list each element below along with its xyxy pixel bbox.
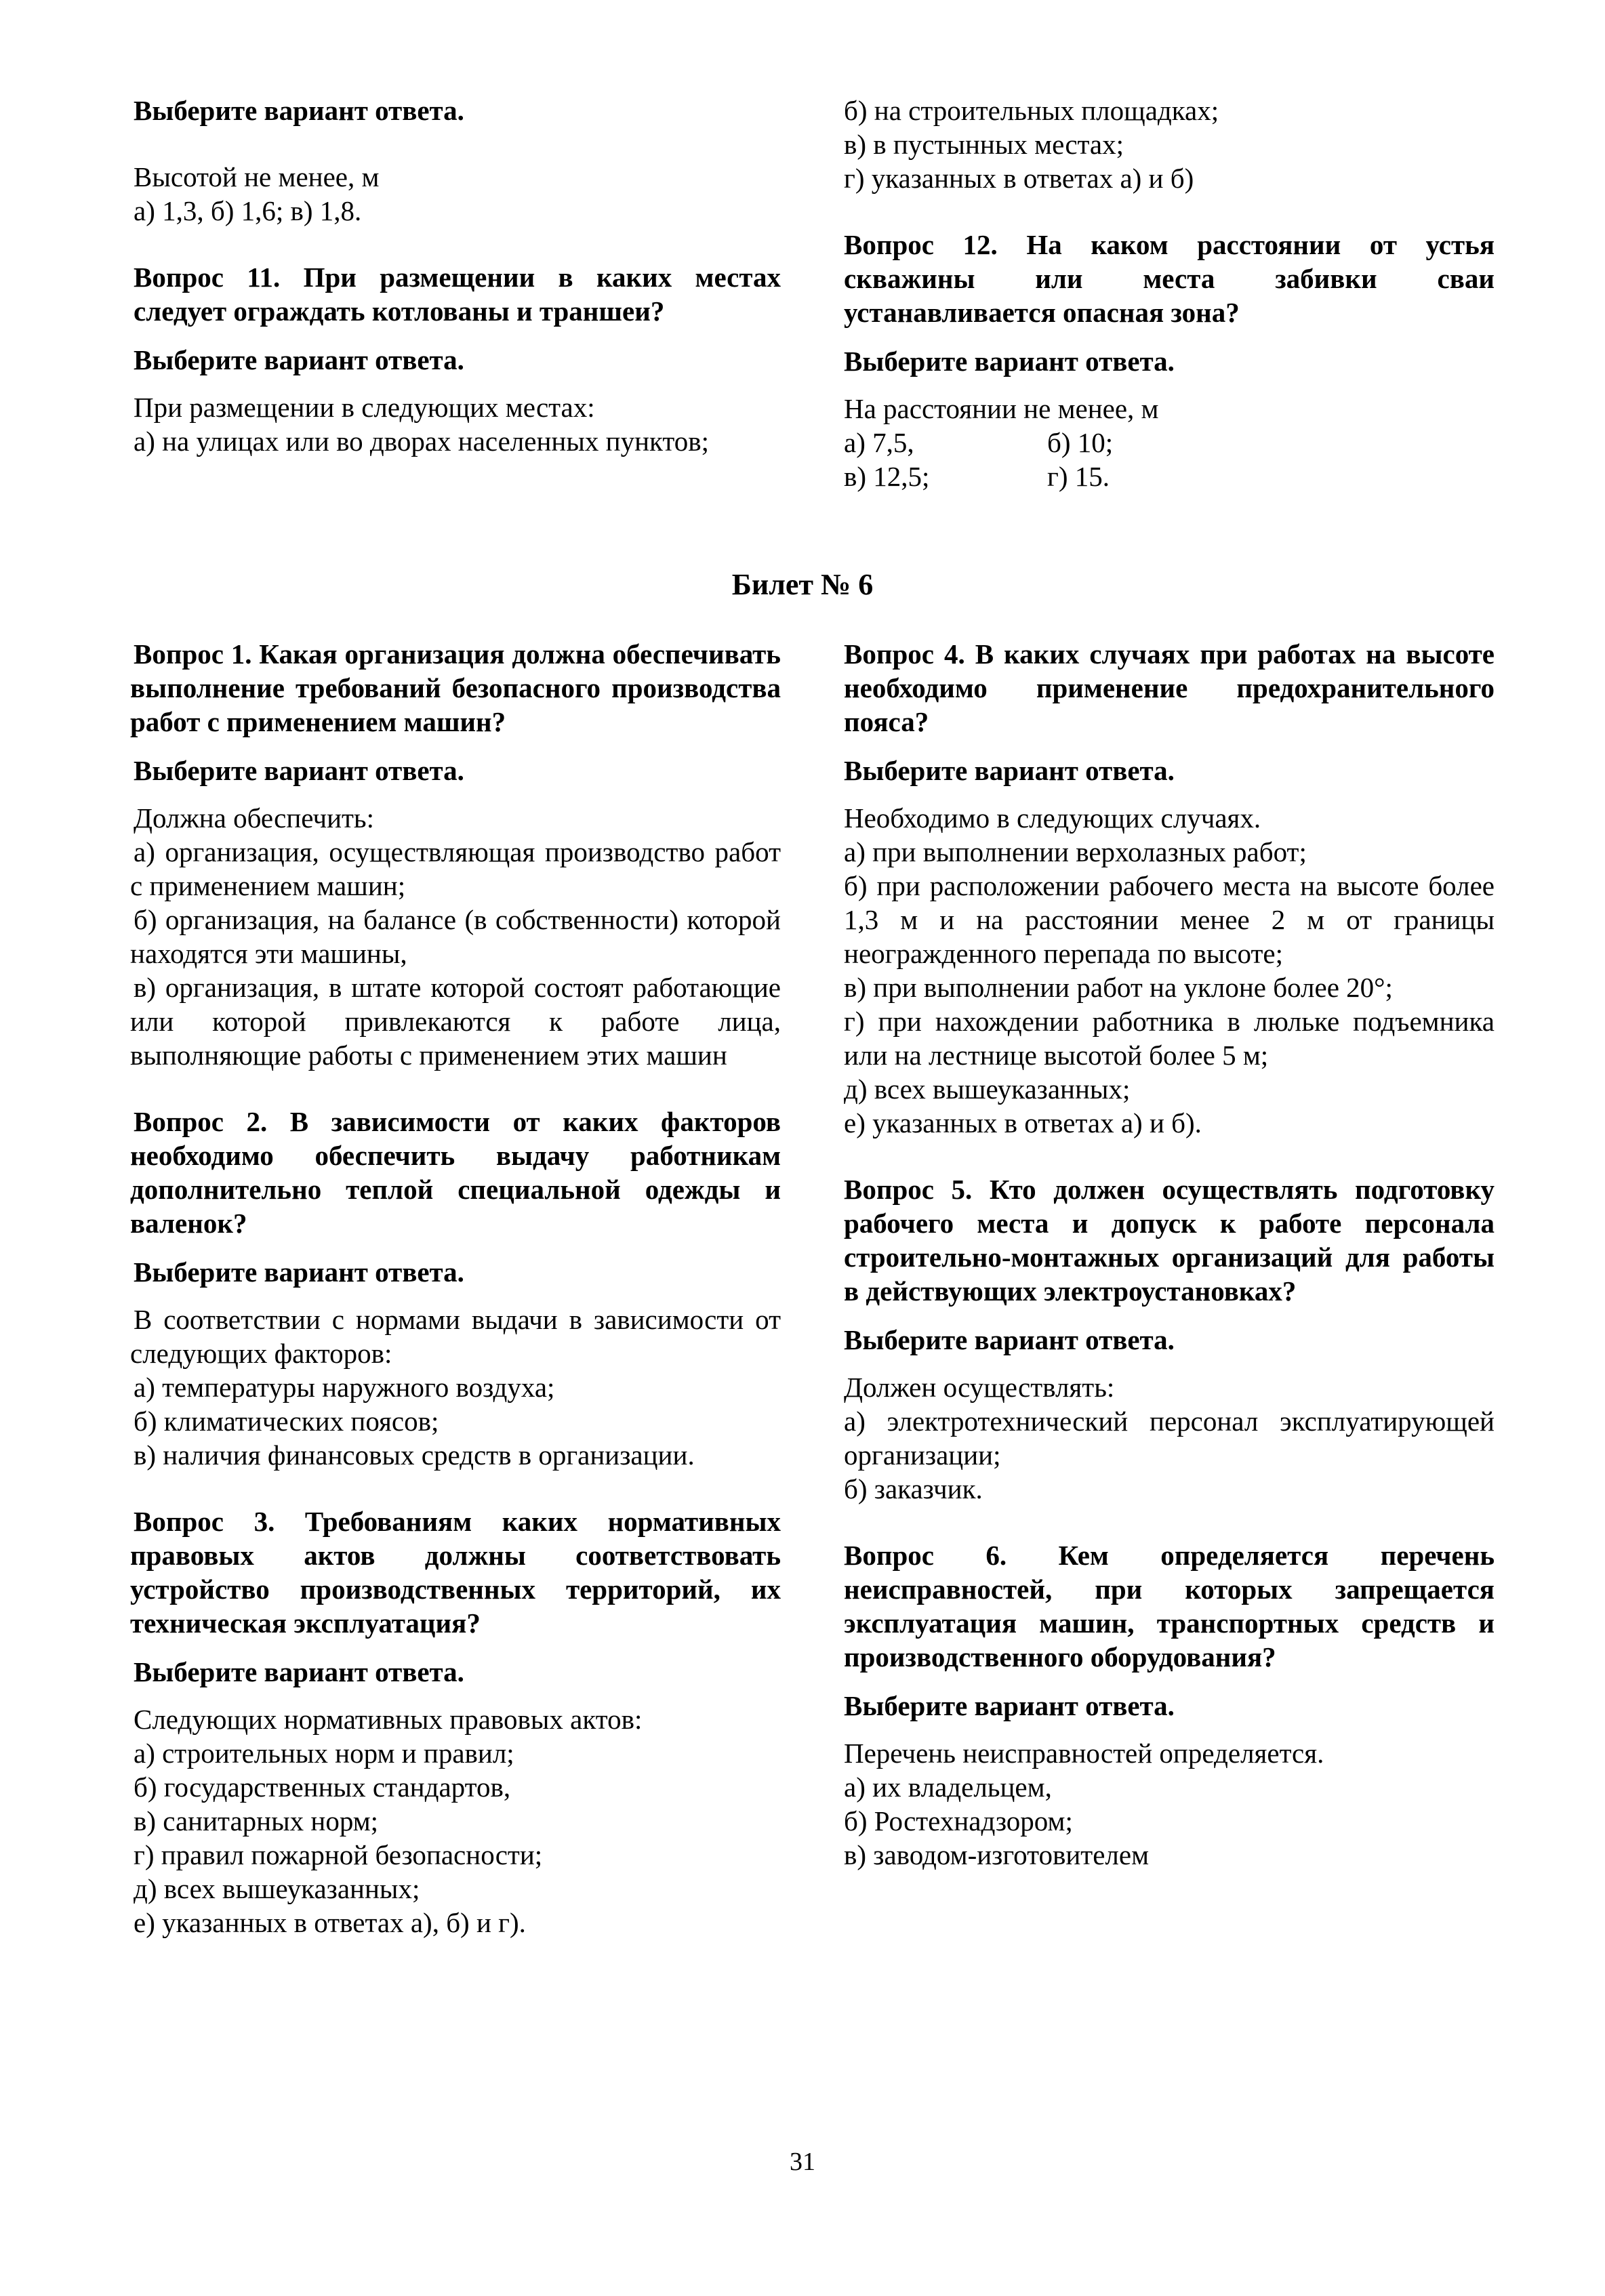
answer-option: в) 12,5; <box>844 461 930 492</box>
question-title: Вопрос 6. Кем определяется перечень неисправностей, при которых запрещается эксплуатация машин, транспортных средств и производственного оборудования? <box>844 1540 1495 1673</box>
question-title: Вопрос 11. При размещении в каких местах следует ограждать котлованы и траншеи? <box>134 262 781 327</box>
answer-option: г) правил пожарной безопасности; <box>134 1839 543 1870</box>
answer-prompt: Выберите вариант ответа. <box>134 1656 464 1687</box>
question-title: Вопрос 1. Какая организация должна обеспечивать выполнение требований безопасного производства работ с применением машин? <box>130 638 781 737</box>
answer-option: б) при расположении рабочего места на высоте более 1,3 м и на расстоянии менее 2 м от границы неогражденного перепада по высоте; <box>844 870 1495 969</box>
question-title: Вопрос 4. В каких случаях при работах на высоте необходимо применение предохранительного пояса? <box>844 638 1495 737</box>
answer-options: а) 1,3, б) 1,6; в) 1,8. <box>134 195 362 226</box>
answer-option: д) всех вышеуказанных; <box>844 1073 1131 1105</box>
question-4 <box>844 637 1495 1140</box>
answer-intro: Высотой не менее, м <box>134 161 380 192</box>
answer-prompt: Выберите вариант ответа. <box>134 755 464 786</box>
question-title: Вопрос 5. Кто должен осуществлять подготовку рабочего места и допуск к работе персонала строительно-монтажных организаций для работы в действующих электроустановках? <box>844 1174 1495 1307</box>
answer-option: в) при выполнении работ на уклоне более 20°; <box>844 972 1393 1003</box>
answer-option: е) указанных в ответах а), б) и г). <box>134 1907 526 1938</box>
question-1 <box>130 637 781 1072</box>
question-12 <box>844 228 1495 493</box>
answer-prompt: Выберите вариант ответа. <box>134 1256 464 1288</box>
answer-option: в) в пустынных местах; <box>844 129 1124 160</box>
answer-options-grid <box>844 426 1495 493</box>
answer-prompt: Выберите вариант ответа. <box>134 95 464 126</box>
question-6 <box>844 1538 1495 1872</box>
answer-option: б) климатических поясов; <box>134 1406 439 1437</box>
answer-prompt: Выберите вариант ответа. <box>844 755 1175 786</box>
answer-option: б) заказчик. <box>844 1473 983 1504</box>
answer-option: а) на улицах или во дворах населенных пунктов; <box>134 426 710 457</box>
answer-option: б) на строительных площадках; <box>844 95 1219 126</box>
answer-option: г) указанных в ответах а) и б) <box>844 163 1194 194</box>
question-2 <box>130 1105 781 1472</box>
answer-option: в) наличия финансовых средств в организации. <box>134 1439 695 1471</box>
answer-option: в) санитарных норм; <box>134 1805 379 1837</box>
answer-option: в) заводом-изготовителем <box>844 1839 1150 1870</box>
answer-prompt: Выберите вариант ответа. <box>844 1690 1175 1721</box>
question-5 <box>844 1172 1495 1506</box>
answer-option: б) 10; <box>1047 427 1114 458</box>
answer-option: а) 7,5, <box>844 427 914 458</box>
answer-intro: Должен осуществлять: <box>844 1372 1115 1403</box>
answer-option: а) строительных норм и правил; <box>134 1738 514 1769</box>
answer-option: е) указанных в ответах а) и б). <box>844 1107 1202 1139</box>
answer-prompt: Выберите вариант ответа. <box>844 1324 1175 1355</box>
answer-option: а) температуры наружного воздуха; <box>134 1372 555 1403</box>
answer-intro: Необходимо в следующих случаях. <box>844 802 1261 834</box>
answer-prompt: Выберите вариант ответа. <box>134 344 464 375</box>
page-number: 31 <box>790 2148 815 2176</box>
left-column <box>130 637 781 1940</box>
answer-option: в) организация, в штате которой состоят работающие или которой привлекаются к работе лица, выполняющие работы с применением этих машин <box>130 972 781 1071</box>
answer-option: а) при выполнении верхолазных работ; <box>844 836 1307 867</box>
answer-option: г) 15. <box>1047 461 1110 492</box>
answer-intro: При размещении в следующих местах: <box>134 392 595 423</box>
top-left-column <box>130 94 781 458</box>
right-column <box>844 637 1495 1872</box>
question-11 <box>130 260 781 458</box>
top-right-column <box>844 94 1495 493</box>
answer-option: а) электротехнический персонал эксплуатирующей организации; <box>844 1406 1495 1471</box>
answer-intro: В соответствии с нормами выдачи в зависимости от следующих факторов: <box>130 1304 781 1369</box>
answer-option: а) организация, осуществляющая производство работ с применением машин; <box>130 836 781 901</box>
question-3 <box>130 1504 781 1940</box>
question-title: Вопрос 12. На каком расстоянии от устья скважины или места забивки сваи устанавливается опасная зона? <box>844 229 1495 328</box>
answer-intro: Следующих нормативных правовых актов: <box>134 1704 643 1735</box>
answer-option: б) Ростехнадзором; <box>844 1805 1073 1837</box>
answer-option: б) организация, на балансе (в собственности) которой находятся эти машины, <box>130 904 781 969</box>
question-title: Вопрос 2. В зависимости от каких факторов необходимо обеспечить выдачу работникам дополнительно теплой специальной одежды и валенок? <box>130 1106 781 1239</box>
answer-option: а) их владельцем, <box>844 1771 1052 1803</box>
question-title: Вопрос 3. Требованиям каких нормативных правовых актов должны соответствовать устройство производственных территорий, их техническая эксплуатация? <box>130 1506 781 1639</box>
answer-intro: На расстоянии не менее, м <box>844 393 1159 424</box>
answer-option: д) всех вышеуказанных; <box>134 1873 420 1904</box>
answer-intro: Перечень неисправностей определяется. <box>844 1738 1324 1769</box>
answer-prompt: Выберите вариант ответа. <box>844 346 1175 377</box>
ticket-title: Билет № 6 <box>731 568 874 601</box>
answer-option: г) при нахождении работника в люльке подъемника или на лестнице высотой более 5 м; <box>844 1006 1495 1071</box>
answer-option: б) государственных стандартов, <box>134 1771 511 1803</box>
answer-intro: Должна обеспечить: <box>134 802 375 834</box>
